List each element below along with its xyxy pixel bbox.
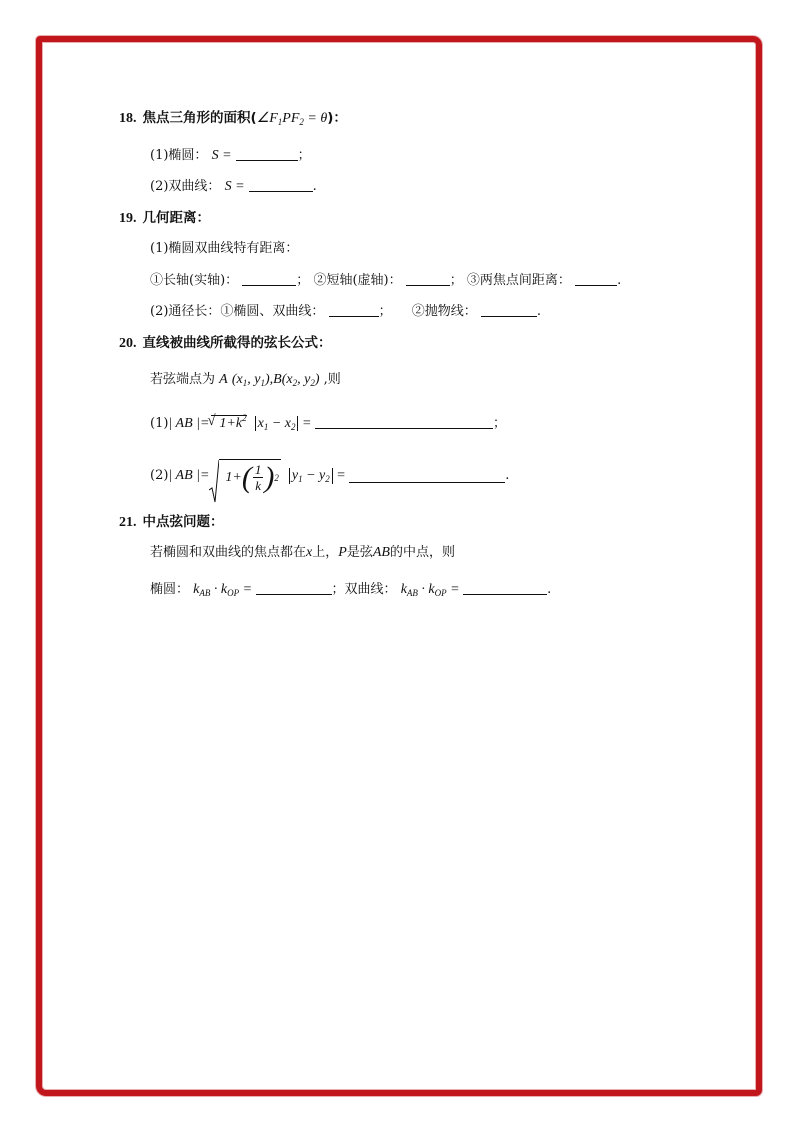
section-20-intro: 若弦端点为 A ($x_1$, $y_1),B(x_2$, $y_2$) ,则 [150, 372, 341, 388]
section-19-heading: 19. 几何距离： [119, 210, 210, 226]
page-border [36, 36, 762, 1096]
section-21-intro: 若椭圆和双曲线的焦点都在x上，P是弦AB的中点，则 [150, 545, 455, 560]
section-21-slopes: 椭圆： $k_{AB} \cdot k_{OP}$ = ；双曲线： $k_{AB} \cdot k_{OP}$ = . [150, 582, 552, 598]
answer-blank[interactable] [349, 470, 505, 483]
answer-blank[interactable] [575, 273, 617, 286]
answer-blank[interactable] [256, 582, 332, 595]
section-18-ellipse: (1)椭圆： S = ； [150, 148, 311, 163]
section-20-heading: 20. 直线被曲线所截得的弦长公式： [119, 335, 332, 351]
answer-blank[interactable] [236, 148, 298, 161]
answer-blank[interactable] [481, 304, 537, 317]
section-21-heading: 21. 中点弦问题： [119, 514, 224, 530]
section-19-latus: (2)通径长：①椭圆、双曲线： ； ②抛物线： . [150, 304, 542, 319]
answer-blank[interactable] [329, 304, 379, 317]
answer-blank[interactable] [463, 582, 547, 595]
section-18-hyperbola: (2)双曲线： S = . [150, 179, 317, 194]
answer-blank[interactable] [242, 273, 296, 286]
chord-formula-1: (1)| AB |=√ $1+k^2$ $x_1 - x_2$ = ； [150, 415, 506, 432]
answer-blank[interactable] [315, 416, 493, 429]
answer-blank[interactable] [406, 273, 450, 286]
section-18-heading: 18. 焦点三角形的面积$(\angle F_1PF_2 = \theta)$： [119, 110, 347, 127]
chord-formula-2: (2) | AB |= 1+ ( $\frac{1}{k}$ ) 2 $y_1 - y_2$ = . [150, 452, 509, 500]
section-19-distances: ①长轴(实轴)： ； ②短轴(虚轴)： ； ③两焦点间距离： . [150, 273, 622, 288]
section-19-sub1: (1)椭圆双曲线特有距离： [150, 241, 299, 256]
answer-blank[interactable] [249, 179, 313, 192]
